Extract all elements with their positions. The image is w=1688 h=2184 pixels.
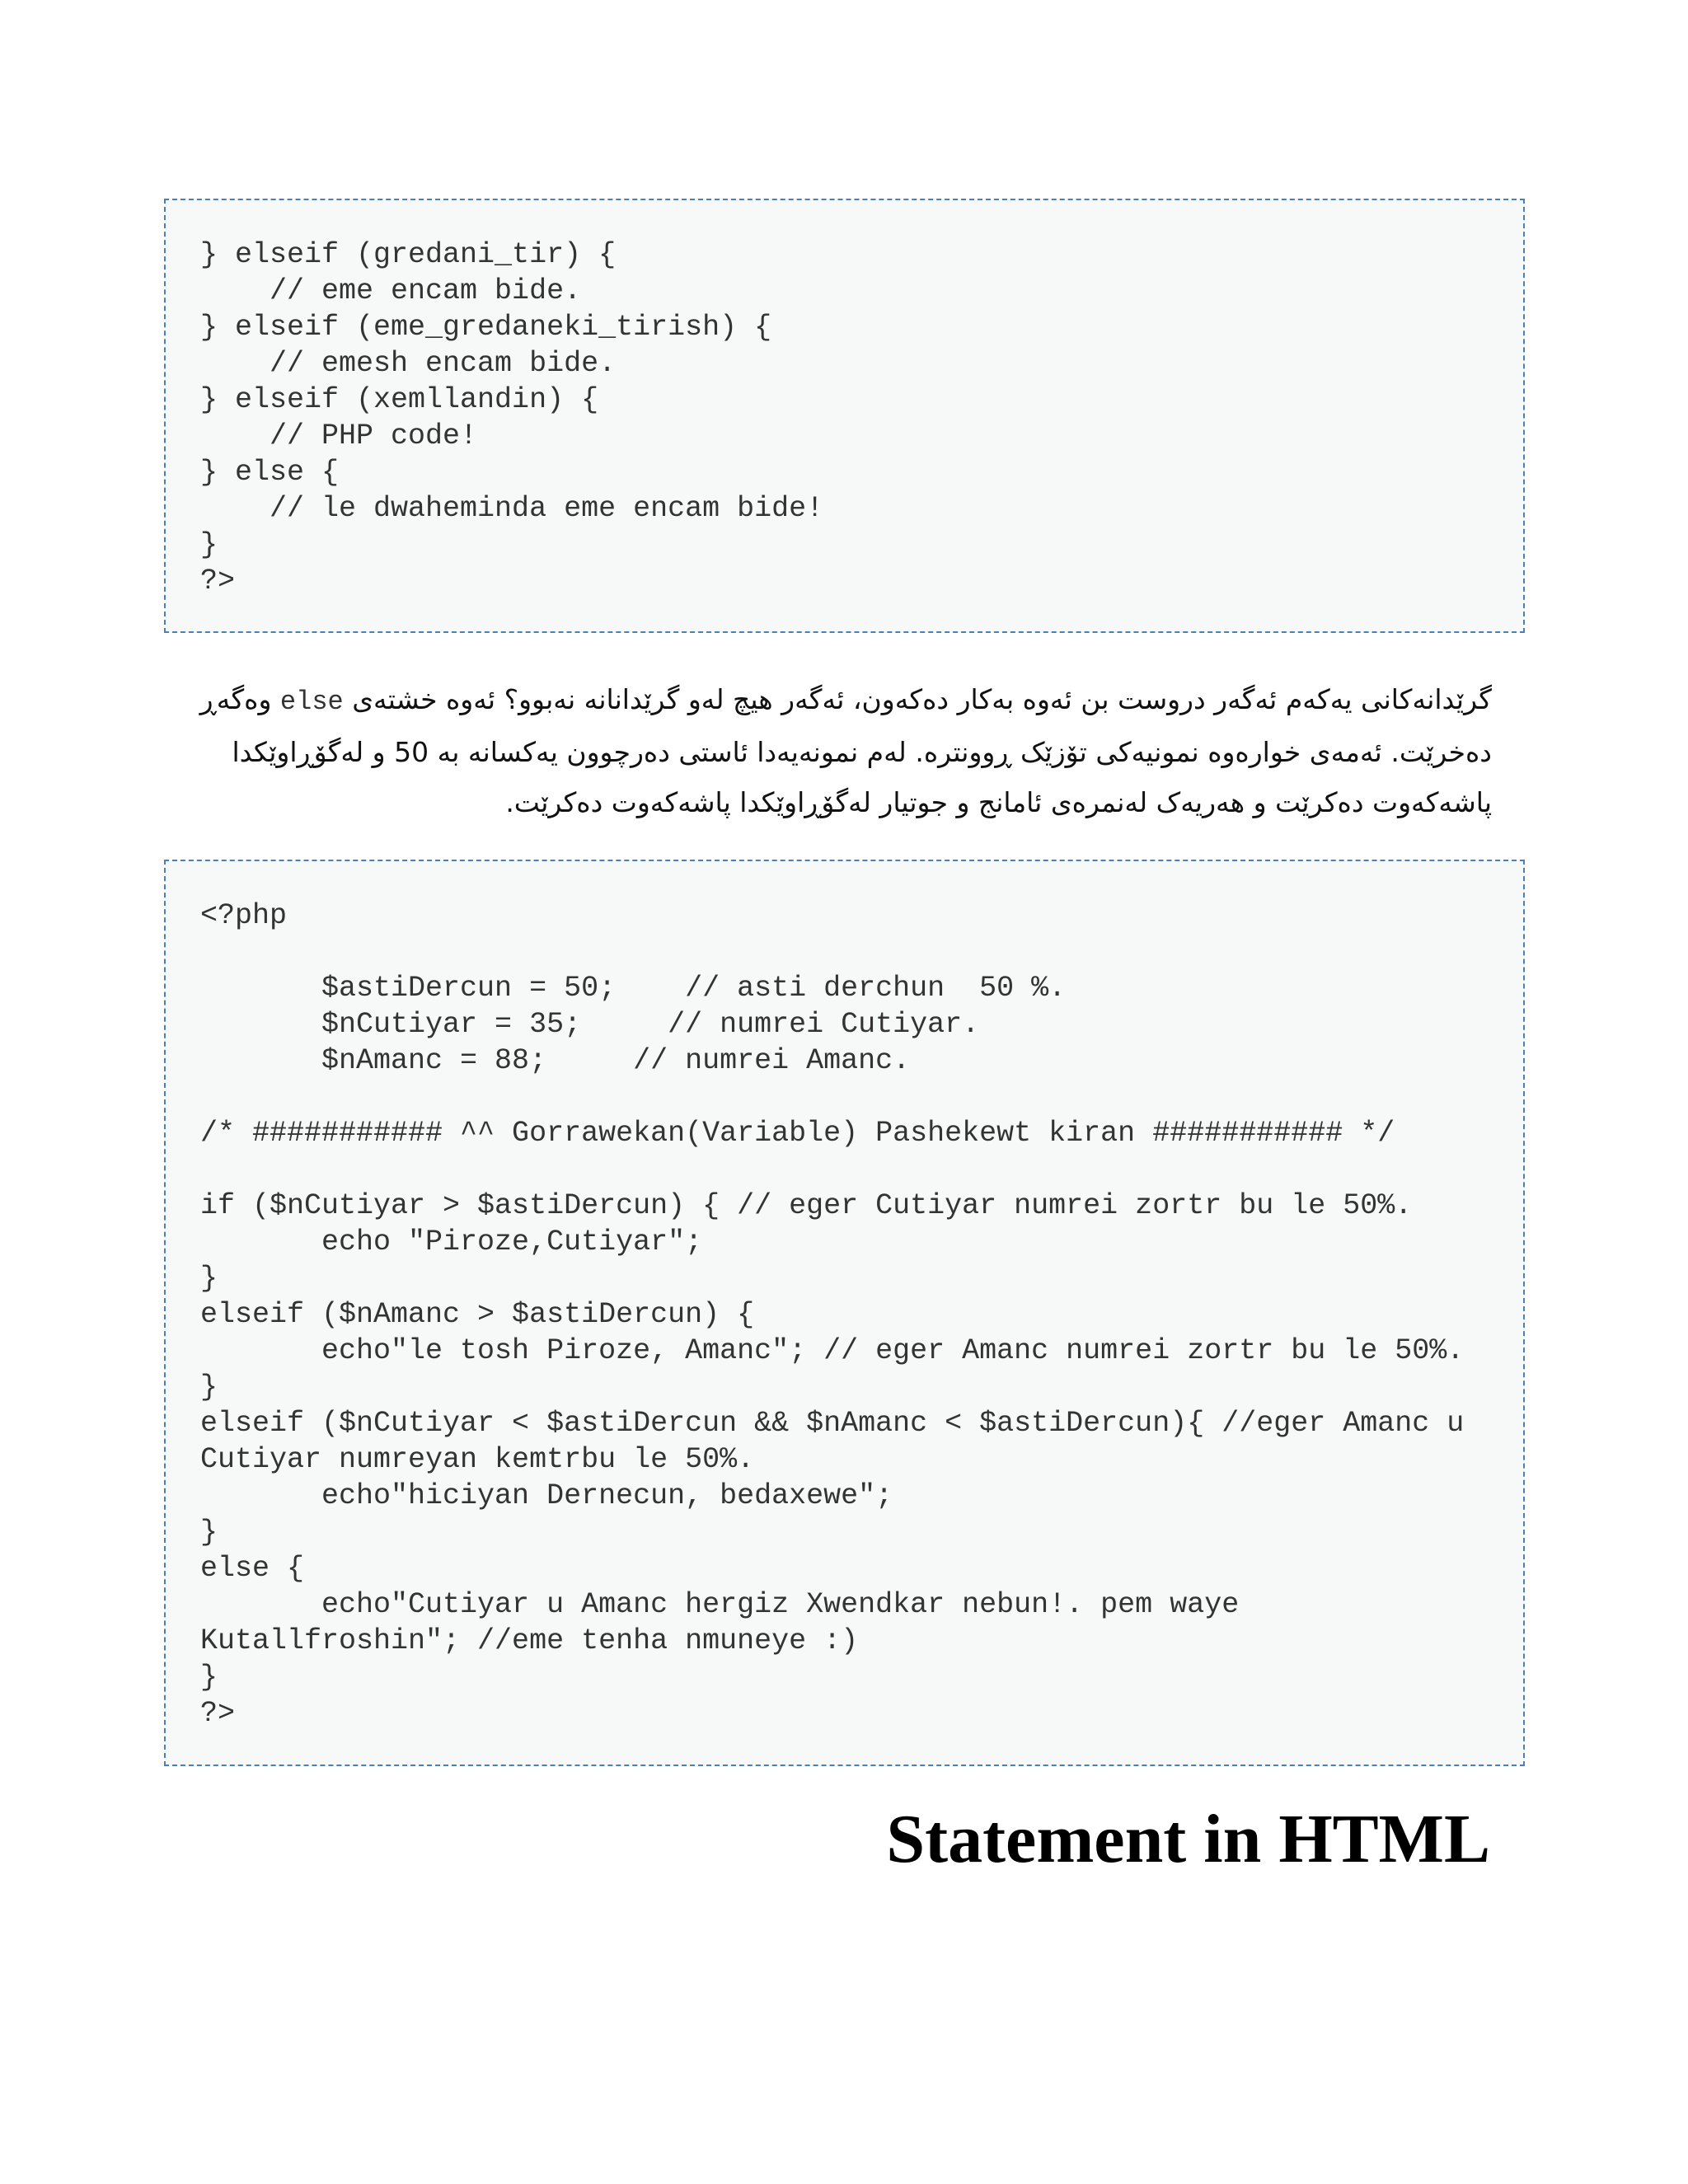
code-line: $astiDercun = 50; // asti derchun 50 %. xyxy=(200,972,1067,1005)
code-line: if ($nCutiyar > $astiDercun) { // eger Cutiyar numrei zortr bu le 50%. xyxy=(200,1189,1413,1222)
code-line: } xyxy=(200,1516,218,1549)
code-line: } xyxy=(200,1371,218,1404)
code-line: } xyxy=(200,528,218,561)
paragraph-text: گرێدانەکانی یەکەم ئەگەر دروست بن ئەوە بەکار دەکەون، ئەگەر هیچ لەو گرێدانانە نەبوو؟ ئەوە خشتەی xyxy=(343,683,1492,715)
code-line: } elseif (eme_gredaneki_tirish) { xyxy=(200,311,772,344)
code-line: echo"hiciyan Dernecun, bedaxewe"; xyxy=(200,1479,893,1512)
code-line: } xyxy=(200,1262,218,1295)
code-line: echo"le tosh Piroze, Amanc"; // eger Amanc numrei zortr bu le 50%. xyxy=(200,1334,1465,1367)
code-line: echo"Cutiyar u Amanc hergiz Xwendkar nebun!. pem waye xyxy=(200,1588,1240,1621)
code-line: /* ########### ^^ Gorrawekan(Variable) Pashekewt kiran ########### */ xyxy=(200,1117,1395,1150)
code-line: } xyxy=(200,1661,218,1694)
code-line: Cutiyar numreyan kemtrbu le 50%. xyxy=(200,1443,755,1476)
paragraph-text: وەگەڕ xyxy=(199,683,280,715)
code-line: } elseif (gredani_tir) { xyxy=(200,238,617,271)
section-heading: Statement in HTML xyxy=(886,1801,1490,1877)
code-block-1 xyxy=(164,199,1525,633)
code-line: } else { xyxy=(200,456,340,489)
code-line xyxy=(200,1151,1523,1188)
code-line: } elseif (xemllandin) { xyxy=(200,383,599,416)
paragraph-line-3: پاشەکەوت دەکرێت و هەریەک لەنمرەی ئامانج و جوتیار لەگۆڕاوێکدا پاشەکەوت دەکرێت. xyxy=(505,786,1492,818)
code-block-2 xyxy=(164,860,1525,1766)
code-line: Kutallfroshin"; //eme tenha nmuneye :) xyxy=(200,1624,859,1657)
paragraph-line-1 xyxy=(199,674,1492,727)
code-line: <?php xyxy=(200,899,288,932)
code-line: // eme encam bide. xyxy=(200,274,582,307)
inline-code-else: else xyxy=(279,687,344,717)
code-line: echo "Piroze,Cutiyar"; xyxy=(200,1226,703,1258)
code-line: $nCutiyar = 35; // numrei Cutiyar. xyxy=(200,1008,980,1041)
code-line: ?> xyxy=(200,1697,236,1730)
code-line: elseif ($nAmanc > $astiDercun) { xyxy=(200,1298,755,1331)
paragraph-line-2: دەخرێت. ئەمەی خوارەوە نمونیەکی تۆزێک ڕوونترە. لەم نمونەیەدا ئاستی دەرچوون یەکسانە بە 50 و لەگۆڕاوێکدا xyxy=(232,736,1492,768)
code-line xyxy=(200,1079,1523,1115)
code-line: else { xyxy=(200,1552,305,1585)
code-line xyxy=(200,934,1523,970)
code-line: // PHP code! xyxy=(200,419,478,452)
code-line: // emesh encam bide. xyxy=(200,347,617,380)
code-line: $nAmanc = 88; // numrei Amanc. xyxy=(200,1044,911,1077)
code-line: ?> xyxy=(200,565,236,598)
explanation-paragraph xyxy=(199,674,1492,827)
code-line: // le dwaheminda eme encam bide! xyxy=(200,492,824,525)
code-line: elseif ($nCutiyar < $astiDercun && $nAmanc < $astiDercun){ //eger Amanc u xyxy=(200,1407,1465,1440)
